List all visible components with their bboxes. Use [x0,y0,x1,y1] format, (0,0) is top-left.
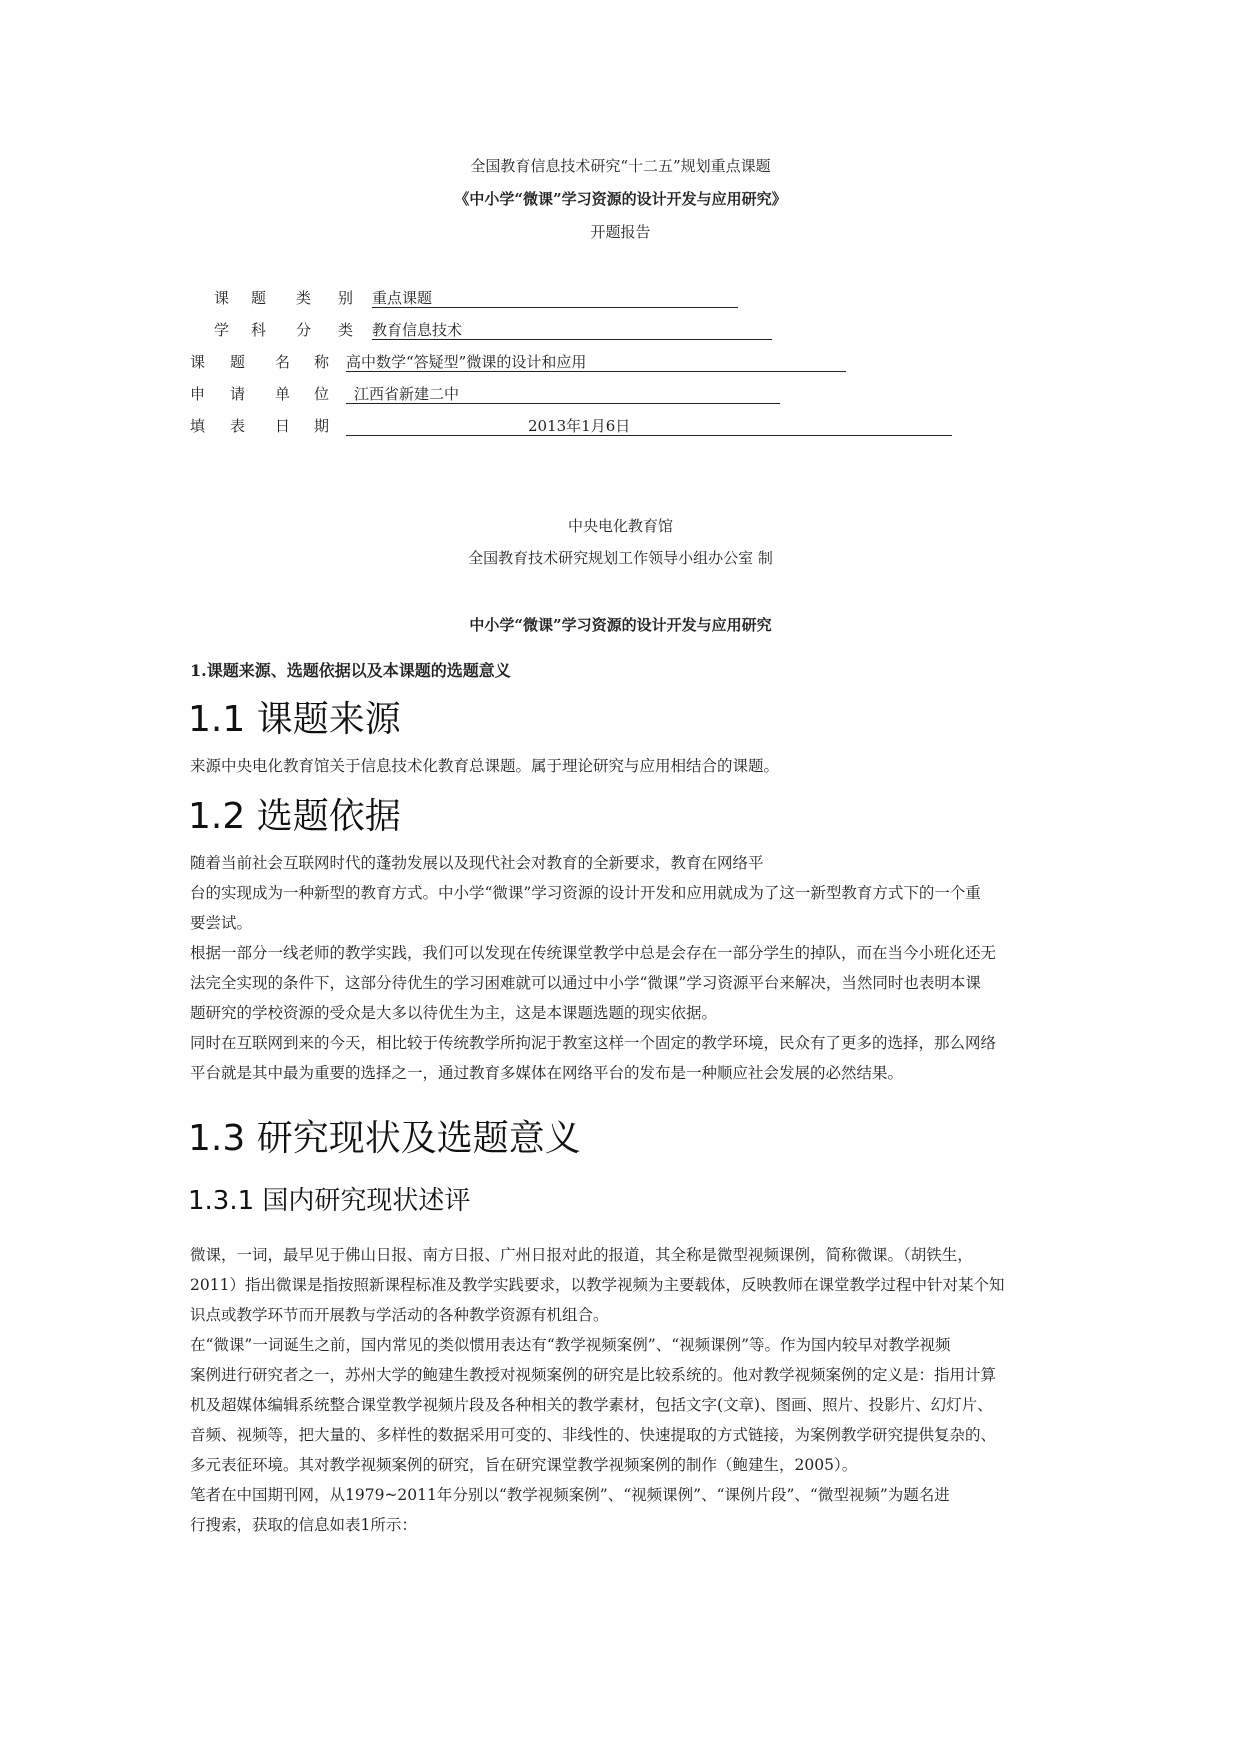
paragraph-1-3-1 [190,1240,1060,1540]
cover-report-label: 开题报告 [590,223,651,241]
text-line: 2011）指出微课是指按照新课程标准及教学实践要求，以教学视频为主要载体，反映教师在课堂教学过程中针对某个知 [190,1276,1005,1294]
text-line: 同时在互联网到来的今天，相比较于传统教学所拘泥于教室这样一个固定的教学环境，民众有了更多的选择，那么网络 [190,1034,997,1052]
text-line: 在“微课”一词诞生之前，国内常见的类似惯用表达有“教学视频案例”、“视频课例”等。作为国内较早对教学视频 [190,1336,951,1354]
form-value-date: 2013年1月6日 [346,415,952,436]
form-row-subject: 学 科 分 类 教育信息技术 [0,319,1241,343]
text-line: 多元表征环境。其对教学视频案例的研究，旨在研究课堂教学视频案例的制作（鲍建生，2005）。 [190,1456,858,1474]
text-line: 台的实现成为一种新型的教育方式。中小学“微课”学习资源的设计开发和应用就成为了这一新型教育方式下的一个重 [190,884,981,902]
text-line: 法完全实现的条件下，这部分待优生的学习困难就可以通过中小学“微课”学习资源平台来解决，当然同时也表明本课 [190,974,981,992]
form-value-subject: 教育信息技术 [372,319,772,340]
heading-1-1: 1.1 课题来源 [188,699,401,740]
issuer-line-1: 中央电化教育馆 [567,517,673,535]
form-value-title: 高中数学“答疑型”微课的设计和应用 [346,351,846,372]
text-line: 识点或教学环节而开展教与学活动的各种教学资源有机组合。 [190,1306,609,1324]
issuer-line-2: 全国教育技术研究规划工作领导小组办公室 制 [468,549,773,567]
text-line: 机及超媒体编辑系统整合课堂教学视频片段及各种相关的教学素材，包括文字(文章)、图画、照片、投影片、幻灯片、 [190,1396,993,1414]
form-row-date: 填 表 日 期 2013年1月6日 [0,415,1241,439]
paragraph-1-2 [190,848,1060,1088]
cover-line-1: 全国教育信息技术研究“十二五”规划重点课题 [470,157,771,175]
text-line: 案例进行研究者之一，苏州大学的鲍建生教授对视频案例的研究是比较系统的。他对教学视频案例的定义是：指用计算 [190,1366,997,1384]
text-line: 随着当前社会互联网时代的蓬勃发展以及现代社会对教育的全新要求，教育在网络平 [190,854,764,872]
text-line: 题研究的学校资源的受众是大多以待优生为主，这是本课题选题的现实依据。 [190,1004,718,1022]
form-value-applicant: 江西省新建二中 [346,383,780,404]
form-row-applicant: 申 请 单 位 江西省新建二中 [0,383,1241,407]
text-line: 行搜索，获取的信息如表1所示： [190,1516,417,1534]
form-row-category: 课 题 类 别 重点课题 [0,287,1241,311]
form-value-category: 重点课题 [372,287,738,308]
text-line: 微课，一词，最早见于佛山日报、南方日报、广州日报对此的报道，其全称是微型视频课例，简称微课。（胡铁生， [190,1246,973,1264]
text-line: 笔者在中国期刊网，从1979~2011年分别以“教学视频案例”、“视频课例”、“课例片段”、“微型视频”为题名进 [190,1486,950,1504]
heading-1-3: 1.3 研究现状及选题意义 [188,1118,581,1159]
paragraph-1-1: 来源中央电化教育馆关于信息技术化教育总课题。属于理论研究与应用相结合的课题。 [190,757,780,775]
cover-title: 《中小学“微课”学习资源的设计开发与应用研究》 [454,190,787,208]
form-row-title: 课 题 名 称 高中数学“答疑型”微课的设计和应用 [0,351,1241,375]
document-title: 中小学“微课”学习资源的设计开发与应用研究 [469,616,772,634]
heading-1-2: 1.2 选题依据 [188,796,401,837]
text-line: 音频、视频等，把大量的、多样性的数据采用可变的、非线性的、快速提取的方式链接，为案例教学研究提供复杂的、 [190,1426,997,1444]
text-line: 根据一部分一线老师的教学实践，我们可以发现在传统课堂教学中总是会存在一部分学生的掉队，而在当今小班化还无 [190,944,997,962]
text-line: 要尝试。 [190,914,253,932]
section-heading-1: 1.课题来源、选题依据以及本课题的选题意义 [190,661,511,680]
heading-1-3-1: 1.3.1 国内研究现状述评 [188,1186,471,1216]
text-line: 平台就是其中最为重要的选择之一，通过教育多媒体在网络平台的发布是一种顺应社会发展的必然结果。 [190,1064,904,1082]
